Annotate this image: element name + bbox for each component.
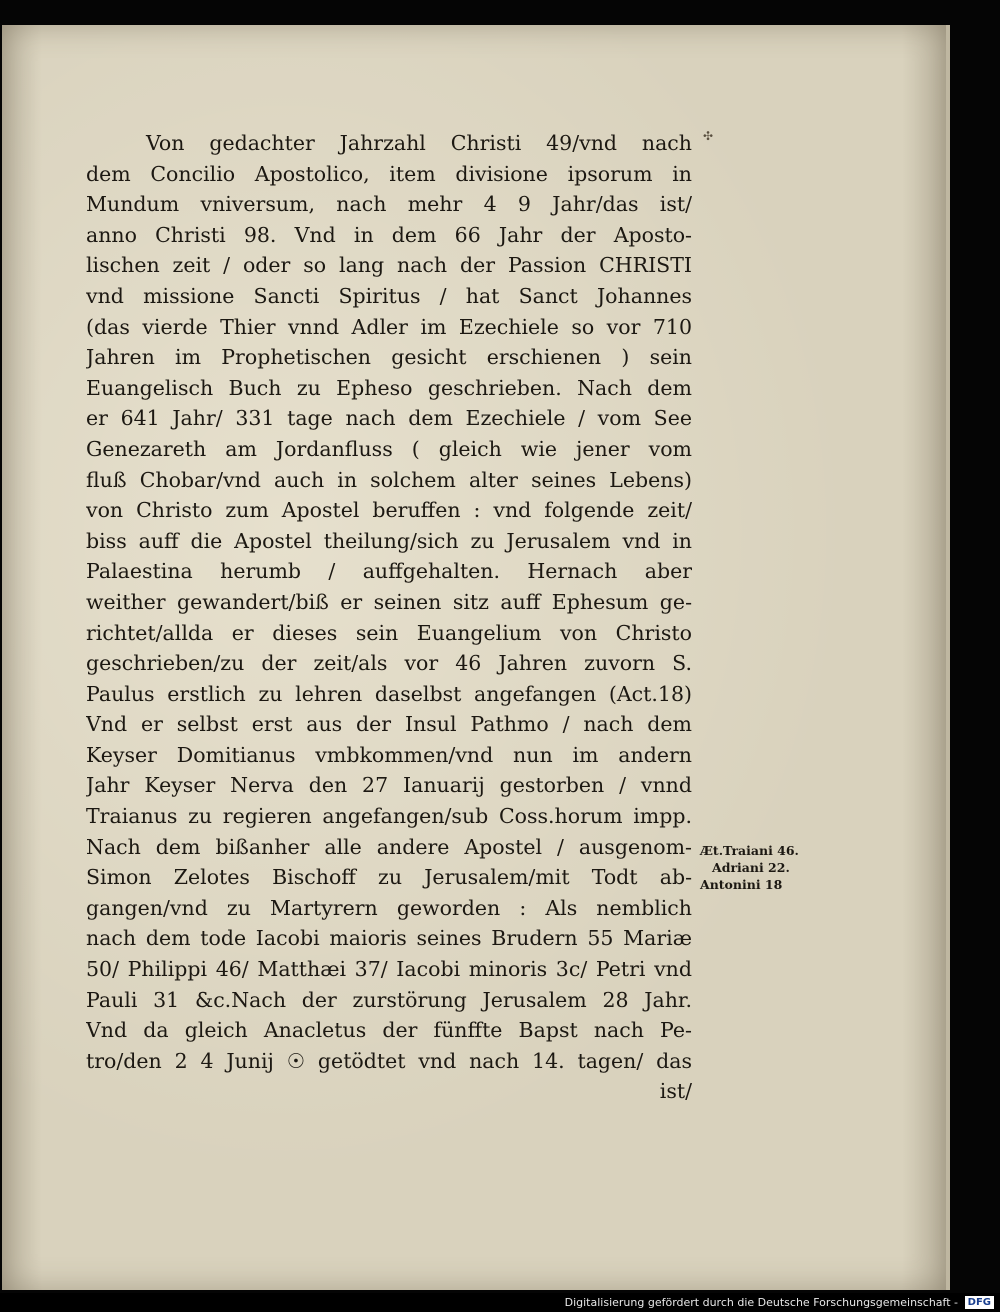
- text-line: Simon Zelotes Bischoff zu Jerusalem/mit Todt ab-: [86, 865, 692, 890]
- text-line: Nach dem bißanher alle andere Apostel / ausgenom-: [86, 834, 692, 859]
- marginal-note-line: Antonini 18: [700, 877, 783, 892]
- text-line: vnd missione Sancti Spiritus / hat Sanct Johannes: [86, 283, 692, 308]
- marginal-note-line: Æt.Traiani 46.: [700, 843, 799, 858]
- text-line: Pauli 31 &c.Nach der zurstörung Jerusalem 28 Jahr.: [86, 987, 692, 1012]
- text-line: nach dem tode Iacobi maioris seines Brudern 55 Mariæ: [86, 926, 692, 951]
- text-line: biss auff die Apostel theilung/sich zu Jerusalem vnd in: [86, 528, 692, 553]
- dfg-logo: DFG: [965, 1296, 994, 1309]
- text-line: gangen/vnd zu Martyrern geworden : Als nemblich: [86, 895, 692, 920]
- text-line: 50/ Philippi 46/ Matthæi 37/ Iacobi minoris 3c/ Petri vnd: [86, 957, 692, 982]
- text-line: geschrieben/zu der zeit/als vor 46 Jahren zuvorn S.: [86, 651, 692, 676]
- text-line: (das vierde Thier vnnd Adler im Ezechiele so vor 710: [86, 314, 692, 339]
- text-line: Traianus zu regieren angefangen/sub Coss.horum impp.: [86, 804, 692, 829]
- text-line: richtet/allda er dieses sein Euangelium von Christo: [86, 620, 692, 645]
- text-line: Vnd da gleich Anacletus der fünffte Bapst nach Pe-: [86, 1018, 692, 1043]
- funding-credit: Digitalisierung gefördert durch die Deutsche Forschungsgemeinschaft -: [564, 1296, 958, 1309]
- marginal-note: [700, 842, 812, 893]
- catchword: ist/: [659, 1079, 692, 1104]
- text-line: tro/den 2 4 Junij ☉ getödtet vnd nach 14. tagen/ das: [86, 1048, 692, 1073]
- text-line: Genezareth am Jordanfluss ( gleich wie jener vom: [86, 436, 692, 461]
- text-line: dem Concilio Apostolico, item divisione ipsorum in: [86, 161, 692, 186]
- text-line: Von gedachter Jahrzahl Christi 49/vnd nach: [146, 131, 692, 155]
- ink-speck: ✣: [703, 129, 714, 143]
- text-line: Euangelisch Buch zu Epheso geschrieben. Nach dem: [86, 375, 692, 400]
- text-line: Keyser Domitianus vmbkommen/vnd nun im andern: [86, 742, 692, 767]
- text-line: Jahr Keyser Nerva den 27 Ianuarij gestorben / vnnd: [86, 773, 692, 798]
- text-line: er 641 Jahr/ 331 tage nach dem Ezechiele / vom See: [86, 406, 692, 431]
- text-line: weither gewandert/biß er seinen sitz auff Ephesum ge-: [86, 589, 692, 614]
- text-line: Vnd er selbst erst aus der Insul Pathmo / nach dem: [86, 712, 692, 737]
- text-line: Jahren im Prophetischen gesicht erschienen ) sein: [86, 345, 692, 370]
- text-line: anno Christi 98. Vnd in dem 66 Jahr der Aposto-: [86, 222, 692, 247]
- text-line: von Christo zum Apostel beruffen : vnd folgende zeit/: [86, 498, 692, 523]
- text-line: Mundum vniversum, nach mehr 4 9 Jahr/das ist/: [86, 192, 692, 217]
- page-edge: [946, 25, 950, 1290]
- text-line: fluß Chobar/vnd auch in solchem alter seines Lebens): [86, 467, 692, 492]
- main-text-block: [86, 128, 692, 1107]
- marginal-note-line: Adriani 22.: [712, 860, 790, 875]
- text-line: Palaestina herumb / auffgehalten. Hernach aber: [86, 559, 692, 584]
- text-line: Paulus erstlich zu lehren daselbst angefangen (Act.18): [86, 681, 692, 706]
- text-line: lischen zeit / oder so lang nach der Passion CHRISTI: [86, 253, 692, 278]
